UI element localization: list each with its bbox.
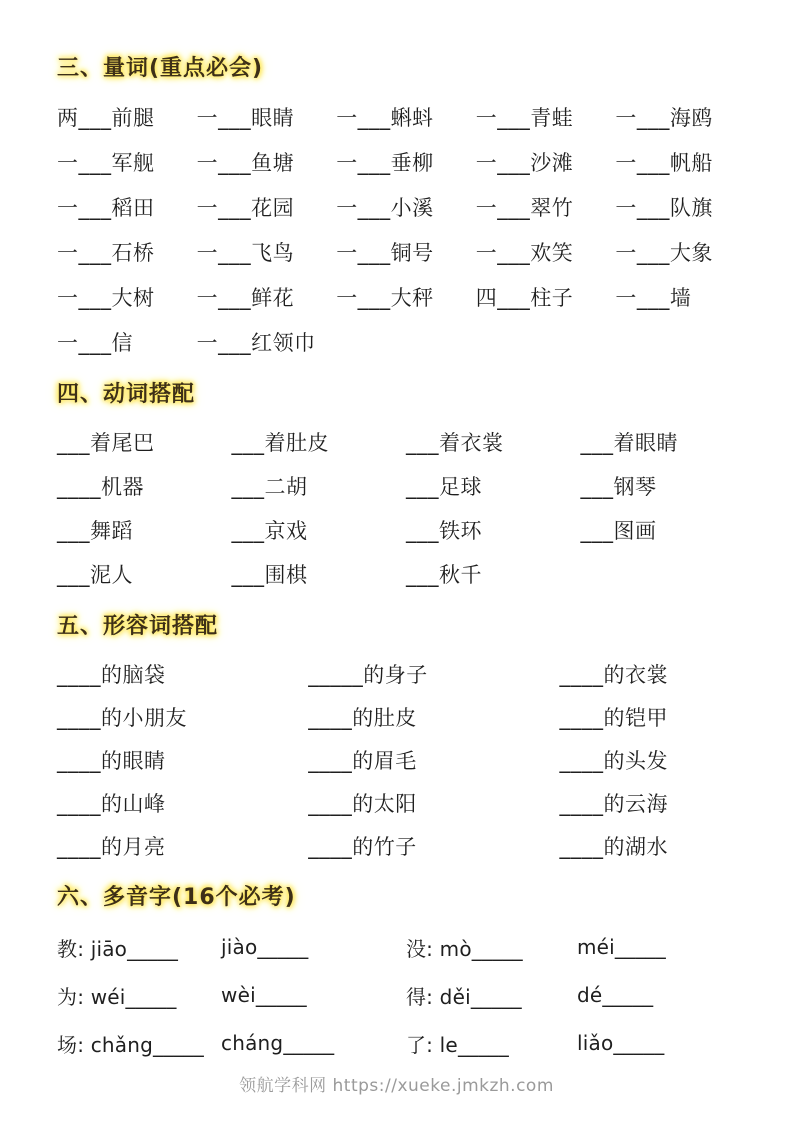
exercise-item: 一___军舰 (57, 150, 155, 175)
exercise-item: ___着尾巴 (57, 431, 155, 455)
verb-collocation-grid (57, 420, 755, 596)
polyphonic-characters-grid (57, 923, 755, 1067)
exercise-item: ____的脑袋 (57, 662, 166, 687)
exercise-item: 场: chǎng_____ (57, 1032, 204, 1057)
exercise-item: dé_____ (576, 983, 654, 1007)
exercise-item: 教: jiāo_____ (57, 936, 179, 961)
exercise-item: 四___柱子 (475, 285, 574, 310)
measure-words-grid (57, 94, 755, 364)
section-polyphonic-characters (57, 881, 755, 1067)
exercise-item: 一___大树 (57, 285, 155, 310)
exercise-item: 一___石桥 (57, 240, 155, 265)
exercise-item: 两___前腿 (57, 105, 155, 130)
exercise-item: 一___信 (57, 330, 133, 355)
exercise-item: 一___翠竹 (475, 195, 574, 220)
exercise-item: ____的衣裳 (559, 662, 669, 687)
exercise-item: liǎo_____ (576, 1031, 665, 1055)
exercise-item: ____的山峰 (57, 791, 166, 816)
exercise-item (336, 319, 476, 364)
exercise-item: 一___青蛙 (475, 105, 574, 130)
exercise-item: ____的眼睛 (57, 748, 166, 773)
exercise-item: 一___大象 (615, 240, 713, 265)
section-title-verb-collocation: 四、动词搭配 (57, 382, 196, 407)
exercise-item: 一___大秤 (336, 285, 434, 310)
exercise-item: 一___稻田 (57, 195, 155, 220)
section-title-adjective-collocation: 五、形容词搭配 (57, 614, 219, 639)
exercise-item: cháng_____ (221, 1031, 335, 1055)
exercise-item: 一___墙 (615, 285, 692, 310)
exercise-item: ____的铠甲 (559, 705, 669, 730)
exercise-item: jiào_____ (221, 935, 309, 959)
exercise-item: ___钢琴 (580, 475, 657, 499)
section-title-polyphonic-characters: 六、多音字(16个必考) (57, 885, 296, 910)
exercise-item: ___着眼睛 (580, 431, 678, 455)
exercise-item: ____的头发 (559, 748, 669, 773)
exercise-item: 一___队旗 (615, 195, 713, 220)
exercise-item: 一___铜号 (336, 240, 434, 265)
exercise-item: 一___垂柳 (336, 150, 434, 175)
exercise-item: 为: wéi_____ (57, 984, 177, 1009)
exercise-item: 一___飞鸟 (196, 240, 295, 265)
exercise-item: ____的云海 (559, 791, 669, 816)
exercise-item: ___图画 (580, 519, 657, 543)
exercise-item: ___二胡 (231, 475, 308, 499)
section-title-measure-words: 三、量词(重点必会) (57, 56, 264, 81)
exercise-item: ___着肚皮 (231, 431, 329, 455)
exercise-item: 一___海鸥 (615, 105, 713, 130)
exercise-item: ____的小朋友 (57, 705, 187, 730)
section-verb-collocation (57, 378, 755, 596)
adjective-collocation-grid (57, 652, 755, 867)
exercise-item: ___京戏 (231, 519, 308, 543)
exercise-item: méi_____ (576, 935, 666, 959)
exercise-item: ___泥人 (57, 563, 133, 587)
exercise-item: 一___眼睛 (196, 105, 295, 130)
exercise-item: ____的肚皮 (308, 705, 417, 730)
exercise-item: 一___沙滩 (475, 150, 574, 175)
exercise-item: ____的眉毛 (308, 748, 417, 773)
exercise-item: ___围棋 (231, 563, 308, 587)
exercise-item (581, 552, 756, 596)
exercise-item: _____的身子 (308, 662, 428, 687)
exercise-item: ___秋千 (406, 563, 482, 587)
exercise-item: ____的竹子 (308, 834, 417, 859)
section-measure-words (57, 52, 755, 364)
exercise-item: 一___蝌蚪 (336, 105, 434, 130)
exercise-item: ___舞蹈 (57, 519, 133, 543)
exercise-item: 一___小溪 (336, 195, 434, 220)
exercise-item: ____的太阳 (308, 791, 417, 816)
exercise-item: ____的湖水 (559, 834, 669, 859)
exercise-item: wèi_____ (221, 983, 307, 1007)
exercise-item: ___足球 (406, 475, 482, 499)
exercise-item (476, 319, 616, 364)
exercise-item: 一___欢笑 (475, 240, 574, 265)
exercise-item: 一___鱼塘 (196, 150, 295, 175)
exercise-item: ____机器 (57, 475, 144, 499)
exercise-item: ___着衣裳 (406, 431, 504, 455)
exercise-item: 一___红领巾 (196, 330, 316, 355)
exercise-item (615, 319, 755, 364)
exercise-item: ____的月亮 (57, 834, 166, 859)
exercise-item: 了: le_____ (405, 1032, 509, 1057)
exercise-item: 得: děi_____ (405, 984, 522, 1009)
exercise-item: 一___花园 (196, 195, 295, 220)
footer-credit: 领航学科网 https://xueke.jmkzh.com (239, 1076, 554, 1096)
exercise-item: 一___帆船 (615, 150, 713, 175)
section-adjective-collocation (57, 610, 755, 867)
exercise-item: 一___鲜花 (196, 285, 295, 310)
exercise-item: ___铁环 (406, 519, 482, 543)
exercise-item: 没: mò_____ (405, 936, 523, 961)
